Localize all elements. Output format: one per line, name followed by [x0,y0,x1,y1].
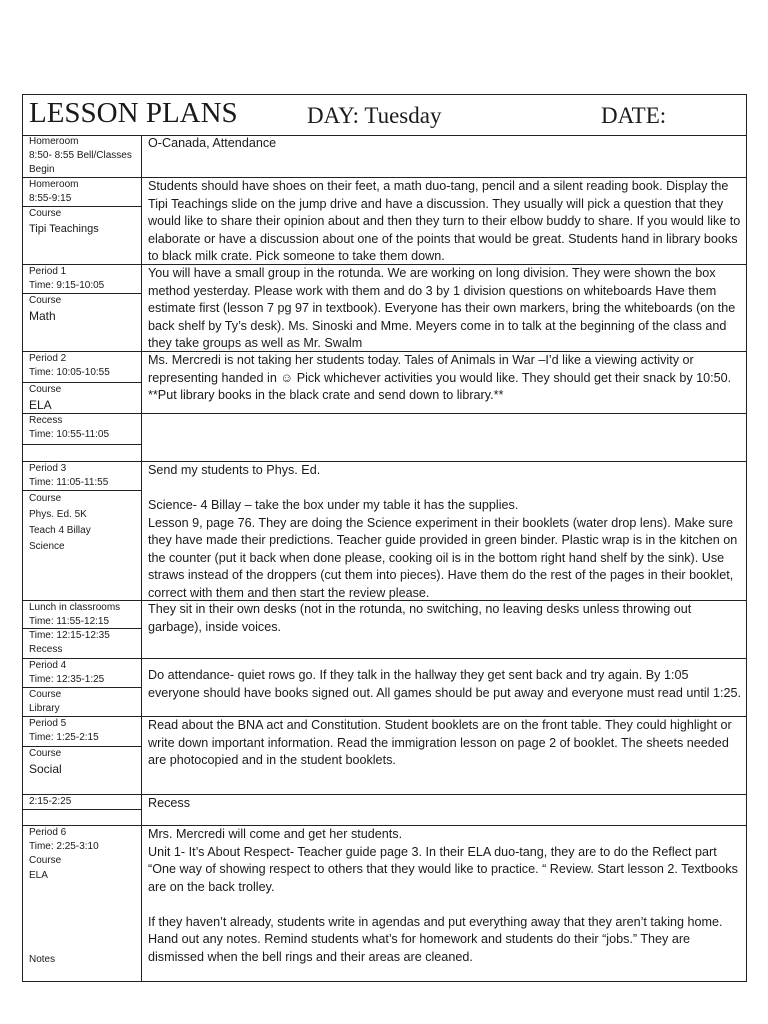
time-label: Time: 10:55-11:05 [29,429,110,441]
course-label: Course [29,493,62,504]
time-label: Time: 11:55-12:15 [29,616,110,628]
course-name: Phys. Ed. 5K [29,509,87,520]
time-label: Time: 10:05-10:55 [29,367,110,379]
schedule-cell [29,717,139,745]
plan-text: If they haven’t already, students write in agendas and put everything away that they aren’t taking home. Hand out any notes. Remind students what’s for homework and students do their “jobs.” They are dismissed when the bell rings and their areas are cleaned. [148,914,723,964]
time-label: Time: 11:05-11:55 [29,477,109,489]
lesson-plan-sheet [22,94,747,982]
cell-label: Homeroom [29,179,79,190]
schedule-cell [29,178,139,206]
course-cell [29,383,139,413]
plan-text: Mrs. Mercredi will come and get her students. [148,827,403,841]
schedule-cell [29,462,139,490]
course-name: Science [29,541,65,552]
day-label: DAY: Tuesday [307,103,442,128]
paragraph-gap [148,896,742,914]
course-label: Course [29,295,62,306]
paragraph-gap [148,480,742,498]
schedule-cell [29,601,139,629]
plan-text: Unit 1- It’s About Respect- Teacher guide page 3. In their ELA duo-tang, they are to do the Reflect part “One way of showing respect to others that they would like to practice. “ Review. Start lesson 2. Textbooks are on the back trolley. [148,844,738,894]
course-name: Math [29,309,56,324]
course-cell [29,294,139,324]
plan-text: Students should have shoes on their feet, a math duo-tang, pencil and a silent reading book. Display the Tipi Teachings slide on the jump drive and have a discussion. They usually will pick a question that they would like to share their opinion about and then they turn to their elbow buddy to share. If you would like to elaborate or have a discussion about one of the points that would be great. Students hand in library books to black milk crate. Pick someone to take them down. [148,179,741,263]
plan-cell [148,135,742,153]
course-name: Tipi Teachings [29,223,99,236]
time-label: Time: 12:35-1:25 [29,674,105,686]
time-label: Time: 9:15-10:05 [29,280,105,292]
course-note: Teach 4 Billay [29,525,91,536]
left-subdivider [23,444,141,445]
period-label: Period 3 [29,463,67,474]
course-label: Course [29,384,62,395]
period-label: Period 4 [29,660,67,671]
time-label: 2:15-2:25 [29,796,72,807]
column-divider [141,135,142,981]
recess-cell [29,629,139,657]
plan-cell [148,352,742,405]
schedule-cell [29,414,139,442]
plan-cell [148,667,742,702]
plan-text: Read about the BNA act and Constitution. Student booklets are on the front table. They could highlight or write down important information. Read the immigration lesson on page 2 of booklet. The sheets needed are photocopied and in the student booklets. [148,718,732,767]
page-title: LESSON PLANS [29,97,238,129]
plan-text: You will have a small group in the rotunda. We are working on long division. They were shown the box method yesterday. Please work with them and do 3 by 1 division questions on whiteboards Have them estimate first (lesson 7 pg 97 in textbook). Everyone has their own markers, bring the whiteboards (on the back shelf by Ty’s desk). Ms. Sinoski and Mme. Meyers come in to talk at the beginning of the class and they take groups as well as Mr. Swalm [148,266,736,350]
cell-label: Recess [29,415,63,426]
cell-label: Homeroom [29,136,79,147]
plan-cell [148,265,742,353]
plan-cell [148,826,742,966]
time-label: 8:55-9:15 [29,193,72,205]
plan-text: Recess [148,796,190,810]
course-cell [29,688,139,716]
plan-cell [148,178,742,266]
period-label: Period 6 [29,827,67,838]
period-label: Period 2 [29,353,67,364]
course-name: Library [29,703,60,715]
time-label: Time: 1:25-2:15 [29,732,99,744]
plan-text: They sit in their own desks (not in the rotunda, no switching, no leaving desks unless throwing out garbage), inside voices. [148,602,692,634]
course-label: Course [29,208,62,219]
plan-text: O-Canada, Attendance [148,136,277,150]
course-name: Social [29,762,62,777]
period-label: Period 5 [29,718,67,729]
course-name: ELA [29,869,48,881]
time-label: 8:50- 8:55 Bell/Classes Begin [29,150,132,176]
plan-text: Do attendance- quiet rows go. If they talk in the hallway they get sent back and try again. By 1:05 everyone should have books signed out. All games should be put away and everyone must read until 1:25. [148,668,741,700]
schedule-cell [29,795,139,809]
header-row [23,95,746,136]
schedule-cell [29,826,139,883]
plan-cell [148,601,742,636]
schedule-cell [29,135,139,178]
plan-cell [148,717,742,770]
schedule-cell [29,265,139,293]
course-label: Course [29,748,62,759]
schedule-cell [29,352,139,380]
plan-text: Lesson 9, page 76. They are doing the Science experiment in their booklets (water drop lens). Make sure they have made their predictions. Teacher guide provided in green binder. Plastic wrap is in the kitchen on the counter (put it back when done please, cooking oil is in the bottom right hand shelf by the sink). Use straws instead of the droppers (cut them into pieces). Have them do the rest of the pages in their booklet, correct with them and then start the review please. [148,515,738,600]
course-cell [29,491,139,555]
plan-text: Science- 4 Billay – take the box under my table it has the supplies. [148,498,519,512]
period-label: Period 1 [29,266,67,277]
date-label: DATE: [601,103,667,128]
plan-cell [148,462,742,602]
course-name: ELA [29,398,52,413]
course-label: Course [29,689,62,700]
course-cell [29,747,139,777]
schedule-cell [29,659,139,687]
cell-label: Recess [29,644,63,656]
notes-label: Notes [29,954,56,965]
time-label: Time: 12:15-12:35 [29,630,110,641]
plan-text: Send my students to Phys. Ed. [148,463,321,477]
plan-text: Ms. Mercredi is not taking her students today. Tales of Animals in War –I’d like a viewing activity or representing handed in ☺ Pick whichever activities you would like. They should get their snack by 10:50. **Put library books in the black crate and send down to library.** [148,353,732,402]
cell-label: Lunch in classrooms [29,602,121,613]
course-label: Course [29,855,62,867]
course-cell [29,207,139,237]
time-label: Time: 2:25-3:10 [29,841,99,853]
plan-cell [148,795,742,813]
